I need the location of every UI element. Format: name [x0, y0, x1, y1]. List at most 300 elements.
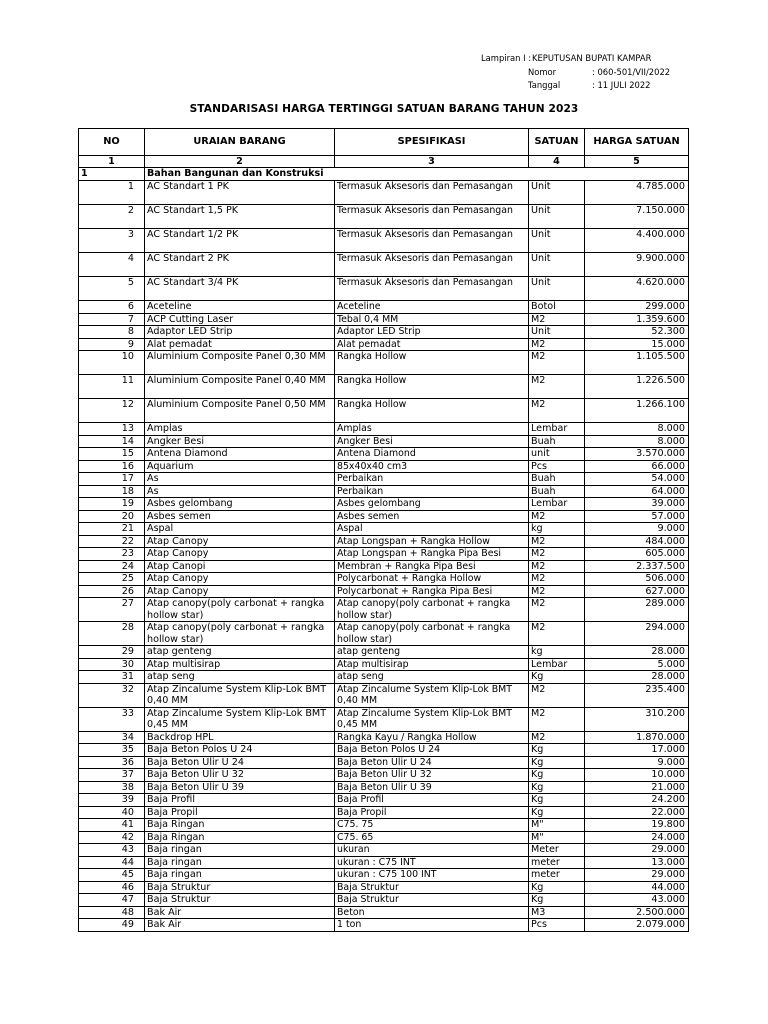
- table-row: [79, 881, 689, 894]
- cell-spesifikasi: Amplas: [335, 423, 529, 436]
- table-row: [79, 301, 689, 314]
- cell-satuan: Kg: [529, 769, 585, 782]
- cell-satuan: Meter: [529, 844, 585, 857]
- cell-no: 30: [79, 658, 145, 671]
- cell-uraian: Baja ringan: [145, 869, 335, 882]
- cell-spesifikasi: C75. 75: [335, 819, 529, 832]
- cell-satuan: Lembar: [529, 423, 585, 436]
- cell-uraian: AC Standart 1 PK: [145, 181, 335, 205]
- cell-no: 20: [79, 510, 145, 523]
- cell-spesifikasi: Perbaikan: [335, 473, 529, 486]
- header-row: [79, 129, 689, 156]
- cell-spesifikasi: Atap Longspan + Rangka Pipa Besi: [335, 548, 529, 561]
- cell-satuan: M2: [529, 573, 585, 586]
- cell-uraian: Atap Canopy: [145, 535, 335, 548]
- cell-no: 13: [79, 423, 145, 436]
- column-number-row: [79, 156, 689, 168]
- table-row: [79, 313, 689, 326]
- cell-no: 2: [79, 205, 145, 229]
- cell-satuan: M": [529, 831, 585, 844]
- cell-satuan: Unit: [529, 277, 585, 301]
- cell-spesifikasi: Beton: [335, 906, 529, 919]
- cell-harga: 28.000: [585, 671, 689, 684]
- table-row: [79, 869, 689, 882]
- table-row: [79, 229, 689, 253]
- cell-spesifikasi: Baja Beton Ulir U 24: [335, 756, 529, 769]
- table-row: [79, 806, 689, 819]
- cell-harga: 1.359.600: [585, 313, 689, 326]
- cell-no: 17: [79, 473, 145, 486]
- cell-no: 7: [79, 313, 145, 326]
- cell-uraian: Baja Beton Polos U 24: [145, 744, 335, 757]
- cell-no: 5: [79, 277, 145, 301]
- cell-harga: 9.900.000: [585, 253, 689, 277]
- cell-satuan: M2: [529, 338, 585, 351]
- cell-satuan: kg: [529, 646, 585, 659]
- cell-satuan: Unit: [529, 181, 585, 205]
- colnum-5: 5: [585, 156, 689, 168]
- table-row: [79, 844, 689, 857]
- category-no: 1: [79, 168, 145, 181]
- cell-satuan: Unit: [529, 326, 585, 339]
- cell-spesifikasi: Asbes gelombang: [335, 498, 529, 511]
- cell-satuan: M2: [529, 510, 585, 523]
- colnum-1: 1: [79, 156, 145, 168]
- tanggal-row: [481, 79, 670, 93]
- cell-uraian: Baja Propil: [145, 806, 335, 819]
- nomor-value: : 060-501/VII/2022: [592, 66, 671, 77]
- cell-uraian: Atap canopy(poly carbonat + rangka hollow star): [145, 622, 335, 646]
- cell-uraian: Baja Ringan: [145, 819, 335, 832]
- cell-no: 10: [79, 351, 145, 375]
- cell-satuan: Unit: [529, 205, 585, 229]
- cell-spesifikasi: Aspal: [335, 523, 529, 536]
- cell-spesifikasi: Tebal 0,4 MM: [335, 313, 529, 326]
- cell-spesifikasi: atap genteng: [335, 646, 529, 659]
- price-table: [78, 128, 689, 932]
- table-row: [79, 375, 689, 399]
- table-row: [79, 831, 689, 844]
- table-row: [79, 794, 689, 807]
- cell-harga: 44.000: [585, 881, 689, 894]
- cell-uraian: As: [145, 485, 335, 498]
- cell-satuan: M2: [529, 622, 585, 646]
- cell-harga: 9.000: [585, 523, 689, 536]
- document-title: STANDARISASI HARGA TERTINGGI SATUAN BARANG TAHUN 2023: [189, 103, 579, 115]
- cell-spesifikasi: Perbaikan: [335, 485, 529, 498]
- table-row: [79, 277, 689, 301]
- cell-satuan: Kg: [529, 794, 585, 807]
- col-spesifikasi: SPESIFIKASI: [335, 129, 529, 156]
- table-row: [79, 622, 689, 646]
- cell-spesifikasi: Baja Propil: [335, 806, 529, 819]
- cell-harga: 4.785.000: [585, 181, 689, 205]
- table-row: [79, 338, 689, 351]
- colnum-4: 4: [529, 156, 585, 168]
- cell-uraian: Aquarium: [145, 460, 335, 473]
- cell-spesifikasi: ukuran: [335, 844, 529, 857]
- cell-spesifikasi: Polycarbonat + Rangka Pipa Besi: [335, 585, 529, 598]
- table-row: [79, 560, 689, 573]
- cell-satuan: Lembar: [529, 498, 585, 511]
- cell-spesifikasi: Termasuk Aksesoris dan Pemasangan: [335, 277, 529, 301]
- cell-spesifikasi: Atap Zincalume System Klip-Lok BMT 0,45 MM: [335, 707, 529, 731]
- cell-satuan: M2: [529, 683, 585, 707]
- cell-harga: 310.200: [585, 707, 689, 731]
- lampiran-row: [481, 52, 670, 66]
- cell-no: 45: [79, 869, 145, 882]
- table-row: [79, 906, 689, 919]
- cell-harga: 1.266.100: [585, 399, 689, 423]
- cell-no: 3: [79, 229, 145, 253]
- table-row: [79, 448, 689, 461]
- cell-satuan: Unit: [529, 229, 585, 253]
- cell-uraian: AC Standart 3/4 PK: [145, 277, 335, 301]
- cell-satuan: meter: [529, 869, 585, 882]
- cell-spesifikasi: Atap canopy(poly carbonat + rangka hollow star): [335, 622, 529, 646]
- cell-uraian: Baja Profil: [145, 794, 335, 807]
- cell-satuan: Buah: [529, 473, 585, 486]
- cell-harga: 299.000: [585, 301, 689, 314]
- cell-satuan: Kg: [529, 881, 585, 894]
- cell-harga: 10.000: [585, 769, 689, 782]
- cell-uraian: Adaptor LED Strip: [145, 326, 335, 339]
- table-row: [79, 573, 689, 586]
- category-name: Bahan Bangunan dan Konstruksi: [145, 168, 689, 181]
- cell-harga: 5.000: [585, 658, 689, 671]
- cell-spesifikasi: Atap Longspan + Rangka Hollow: [335, 535, 529, 548]
- indent: [481, 66, 528, 80]
- cell-harga: 24.200: [585, 794, 689, 807]
- nomor-label: Nomor: [528, 66, 557, 77]
- cell-no: 35: [79, 744, 145, 757]
- table-row: [79, 731, 689, 744]
- table-row: [79, 423, 689, 436]
- cell-uraian: AC Standart 1/2 PK: [145, 229, 335, 253]
- cell-harga: 19.800: [585, 819, 689, 832]
- cell-satuan: Kg: [529, 806, 585, 819]
- cell-harga: 43.000: [585, 894, 689, 907]
- cell-spesifikasi: Baja Profil: [335, 794, 529, 807]
- cell-uraian: Baja ringan: [145, 844, 335, 857]
- cell-harga: 506.000: [585, 573, 689, 586]
- cell-uraian: As: [145, 473, 335, 486]
- table-row: [79, 435, 689, 448]
- table-row: [79, 535, 689, 548]
- cell-no: 33: [79, 707, 145, 731]
- cell-spesifikasi: Rangka Kayu / Rangka Hollow: [335, 731, 529, 744]
- cell-harga: 22.000: [585, 806, 689, 819]
- cell-harga: 4.400.000: [585, 229, 689, 253]
- cell-uraian: Atap Zincalume System Klip-Lok BMT 0,45 MM: [145, 707, 335, 731]
- cell-spesifikasi: Termasuk Aksesoris dan Pemasangan: [335, 229, 529, 253]
- cell-uraian: Alat pemadat: [145, 338, 335, 351]
- cell-uraian: Atap Canopi: [145, 560, 335, 573]
- cell-uraian: Baja Struktur: [145, 881, 335, 894]
- cell-no: 24: [79, 560, 145, 573]
- cell-spesifikasi: Termasuk Aksesoris dan Pemasangan: [335, 253, 529, 277]
- lampiran-value: KEPUTUSAN BUPATI KAMPAR: [532, 53, 652, 63]
- table-row: [79, 205, 689, 229]
- cell-satuan: M2: [529, 548, 585, 561]
- cell-spesifikasi: Antena Diamond: [335, 448, 529, 461]
- cell-no: 22: [79, 535, 145, 548]
- cell-harga: 21.000: [585, 781, 689, 794]
- cell-no: 14: [79, 435, 145, 448]
- cell-uraian: Antena Diamond: [145, 448, 335, 461]
- colnum-3: 3: [335, 156, 529, 168]
- cell-harga: 17.000: [585, 744, 689, 757]
- cell-no: 1: [79, 181, 145, 205]
- cell-no: 23: [79, 548, 145, 561]
- cell-uraian: AC Standart 1,5 PK: [145, 205, 335, 229]
- cell-spesifikasi: Baja Beton Polos U 24: [335, 744, 529, 757]
- cell-harga: 13.000: [585, 856, 689, 869]
- cell-spesifikasi: Angker Besi: [335, 435, 529, 448]
- cell-no: 27: [79, 598, 145, 622]
- cell-spesifikasi: Baja Struktur: [335, 894, 529, 907]
- cell-spesifikasi: Alat pemadat: [335, 338, 529, 351]
- cell-no: 15: [79, 448, 145, 461]
- cell-no: 37: [79, 769, 145, 782]
- cell-uraian: Asbes gelombang: [145, 498, 335, 511]
- cell-harga: 24.000: [585, 831, 689, 844]
- cell-no: 8: [79, 326, 145, 339]
- table-body: [79, 181, 689, 932]
- cell-satuan: M2: [529, 399, 585, 423]
- table-row: [79, 769, 689, 782]
- cell-harga: 8.000: [585, 435, 689, 448]
- cell-satuan: Kg: [529, 744, 585, 757]
- cell-satuan: M2: [529, 707, 585, 731]
- cell-satuan: M2: [529, 585, 585, 598]
- cell-satuan: M3: [529, 906, 585, 919]
- cell-spesifikasi: Aceteline: [335, 301, 529, 314]
- cell-no: 32: [79, 683, 145, 707]
- col-uraian: URAIAN BARANG: [145, 129, 335, 156]
- cell-satuan: M2: [529, 351, 585, 375]
- cell-harga: 64.000: [585, 485, 689, 498]
- cell-spesifikasi: ukuran : C75 INT: [335, 856, 529, 869]
- cell-uraian: Aceteline: [145, 301, 335, 314]
- cell-no: 6: [79, 301, 145, 314]
- table-row: [79, 707, 689, 731]
- tanggal-value: : 11 JULI 2022: [592, 80, 651, 90]
- cell-satuan: Kg: [529, 894, 585, 907]
- cell-uraian: Aluminium Composite Panel 0,50 MM: [145, 399, 335, 423]
- table-row: [79, 498, 689, 511]
- cell-uraian: Atap Canopy: [145, 548, 335, 561]
- cell-harga: 29.000: [585, 844, 689, 857]
- cell-no: 40: [79, 806, 145, 819]
- cell-uraian: Bak Air: [145, 919, 335, 932]
- cell-no: 43: [79, 844, 145, 857]
- cell-no: 21: [79, 523, 145, 536]
- cell-spesifikasi: Polycarbonat + Rangka Hollow: [335, 573, 529, 586]
- cell-no: 38: [79, 781, 145, 794]
- cell-no: 9: [79, 338, 145, 351]
- cell-harga: 605.000: [585, 548, 689, 561]
- cell-satuan: Buah: [529, 485, 585, 498]
- cell-no: 11: [79, 375, 145, 399]
- cell-spesifikasi: C75. 65: [335, 831, 529, 844]
- table-row: [79, 326, 689, 339]
- cell-harga: 39.000: [585, 498, 689, 511]
- cell-satuan: M2: [529, 598, 585, 622]
- cell-harga: 294.000: [585, 622, 689, 646]
- cell-harga: 8.000: [585, 423, 689, 436]
- cell-satuan: M2: [529, 731, 585, 744]
- cell-uraian: Baja Beton Ulir U 39: [145, 781, 335, 794]
- table-row: [79, 671, 689, 684]
- cell-spesifikasi: Rangka Hollow: [335, 399, 529, 423]
- table-row: [79, 756, 689, 769]
- cell-satuan: Lembar: [529, 658, 585, 671]
- cell-no: 44: [79, 856, 145, 869]
- cell-uraian: ACP Cutting Laser: [145, 313, 335, 326]
- table-row: [79, 485, 689, 498]
- cell-satuan: Unit: [529, 253, 585, 277]
- cell-uraian: Baja Beton Ulir U 24: [145, 756, 335, 769]
- cell-satuan: Kg: [529, 756, 585, 769]
- cell-satuan: M": [529, 819, 585, 832]
- cell-satuan: M2: [529, 535, 585, 548]
- col-no: NO: [79, 129, 145, 156]
- cell-uraian: Baja Beton Ulir U 32: [145, 769, 335, 782]
- table-row: [79, 683, 689, 707]
- cell-uraian: Baja ringan: [145, 856, 335, 869]
- cell-no: 36: [79, 756, 145, 769]
- cell-no: 25: [79, 573, 145, 586]
- cell-no: 28: [79, 622, 145, 646]
- table-row: [79, 658, 689, 671]
- cell-harga: 57.000: [585, 510, 689, 523]
- cell-spesifikasi: atap seng: [335, 671, 529, 684]
- cell-satuan: Kg: [529, 781, 585, 794]
- cell-no: 39: [79, 794, 145, 807]
- table-row: [79, 781, 689, 794]
- table-row: [79, 856, 689, 869]
- cell-harga: 484.000: [585, 535, 689, 548]
- table-row: [79, 510, 689, 523]
- indent: [481, 79, 528, 93]
- table-row: [79, 919, 689, 932]
- cell-harga: 1.226.500: [585, 375, 689, 399]
- lampiran-label: Lampiran I :: [481, 53, 532, 63]
- cell-uraian: Aspal: [145, 523, 335, 536]
- cell-spesifikasi: Termasuk Aksesoris dan Pemasangan: [335, 205, 529, 229]
- cell-uraian: Aluminium Composite Panel 0,30 MM: [145, 351, 335, 375]
- cell-uraian: Baja Ringan: [145, 831, 335, 844]
- cell-spesifikasi: Baja Struktur: [335, 881, 529, 894]
- cell-uraian: atap genteng: [145, 646, 335, 659]
- tanggal-label: Tanggal: [528, 80, 561, 90]
- cell-uraian: Atap Canopy: [145, 585, 335, 598]
- cell-no: 29: [79, 646, 145, 659]
- cell-satuan: Buah: [529, 435, 585, 448]
- cell-spesifikasi: Rangka Hollow: [335, 351, 529, 375]
- col-harga: HARGA SATUAN: [585, 129, 689, 156]
- cell-uraian: AC Standart 2 PK: [145, 253, 335, 277]
- cell-harga: 66.000: [585, 460, 689, 473]
- table-row: [79, 819, 689, 832]
- cell-harga: 235.400: [585, 683, 689, 707]
- cell-uraian: Atap canopy(poly carbonat + rangka hollow star): [145, 598, 335, 622]
- cell-spesifikasi: Rangka Hollow: [335, 375, 529, 399]
- cell-satuan: meter: [529, 856, 585, 869]
- cell-uraian: Aluminium Composite Panel 0,40 MM: [145, 375, 335, 399]
- cell-uraian: Atap multisirap: [145, 658, 335, 671]
- cell-spesifikasi: 1 ton: [335, 919, 529, 932]
- cell-spesifikasi: Atap Zincalume System Klip-Lok BMT 0,40 MM: [335, 683, 529, 707]
- cell-spesifikasi: 85x40x40 cm3: [335, 460, 529, 473]
- cell-harga: 4.620.000: [585, 277, 689, 301]
- cell-spesifikasi: Atap canopy(poly carbonat + rangka hollow star): [335, 598, 529, 622]
- category-row: [79, 168, 689, 181]
- colnum-2: 2: [145, 156, 335, 168]
- table-row: [79, 473, 689, 486]
- table-row: [79, 460, 689, 473]
- cell-spesifikasi: Adaptor LED Strip: [335, 326, 529, 339]
- cell-uraian: Asbes semen: [145, 510, 335, 523]
- cell-no: 42: [79, 831, 145, 844]
- cell-satuan: Pcs: [529, 460, 585, 473]
- cell-harga: 1.870.000: [585, 731, 689, 744]
- cell-harga: 2.337.500: [585, 560, 689, 573]
- cell-uraian: Backdrop HPL: [145, 731, 335, 744]
- cell-spesifikasi: Baja Beton Ulir U 32: [335, 769, 529, 782]
- cell-satuan: M2: [529, 313, 585, 326]
- cell-harga: 54.000: [585, 473, 689, 486]
- cell-spesifikasi: ukuran : C75 100 INT: [335, 869, 529, 882]
- cell-spesifikasi: Asbes semen: [335, 510, 529, 523]
- cell-uraian: atap seng: [145, 671, 335, 684]
- table-row: [79, 351, 689, 375]
- cell-no: 19: [79, 498, 145, 511]
- cell-no: 26: [79, 585, 145, 598]
- cell-no: 34: [79, 731, 145, 744]
- cell-no: 18: [79, 485, 145, 498]
- table-row: [79, 598, 689, 622]
- cell-no: 31: [79, 671, 145, 684]
- cell-uraian: Bak Air: [145, 906, 335, 919]
- cell-harga: 2.500.000: [585, 906, 689, 919]
- lampiran-block: [481, 52, 670, 93]
- cell-no: 16: [79, 460, 145, 473]
- cell-satuan: M2: [529, 560, 585, 573]
- table-row: [79, 523, 689, 536]
- cell-no: 46: [79, 881, 145, 894]
- cell-harga: 1.105.500: [585, 351, 689, 375]
- cell-satuan: Pcs: [529, 919, 585, 932]
- table-row: [79, 744, 689, 757]
- table-row: [79, 585, 689, 598]
- cell-uraian: Atap Canopy: [145, 573, 335, 586]
- table-row: [79, 646, 689, 659]
- cell-no: 4: [79, 253, 145, 277]
- cell-harga: 28.000: [585, 646, 689, 659]
- cell-harga: 15.000: [585, 338, 689, 351]
- cell-harga: 29.000: [585, 869, 689, 882]
- cell-no: 48: [79, 906, 145, 919]
- table-row: [79, 399, 689, 423]
- cell-spesifikasi: Baja Beton Ulir U 39: [335, 781, 529, 794]
- table-row: [79, 253, 689, 277]
- nomor-row: [481, 66, 670, 80]
- cell-harga: 2.079.000: [585, 919, 689, 932]
- cell-no: 12: [79, 399, 145, 423]
- cell-uraian: Atap Zincalume System Klip-Lok BMT 0,40 MM: [145, 683, 335, 707]
